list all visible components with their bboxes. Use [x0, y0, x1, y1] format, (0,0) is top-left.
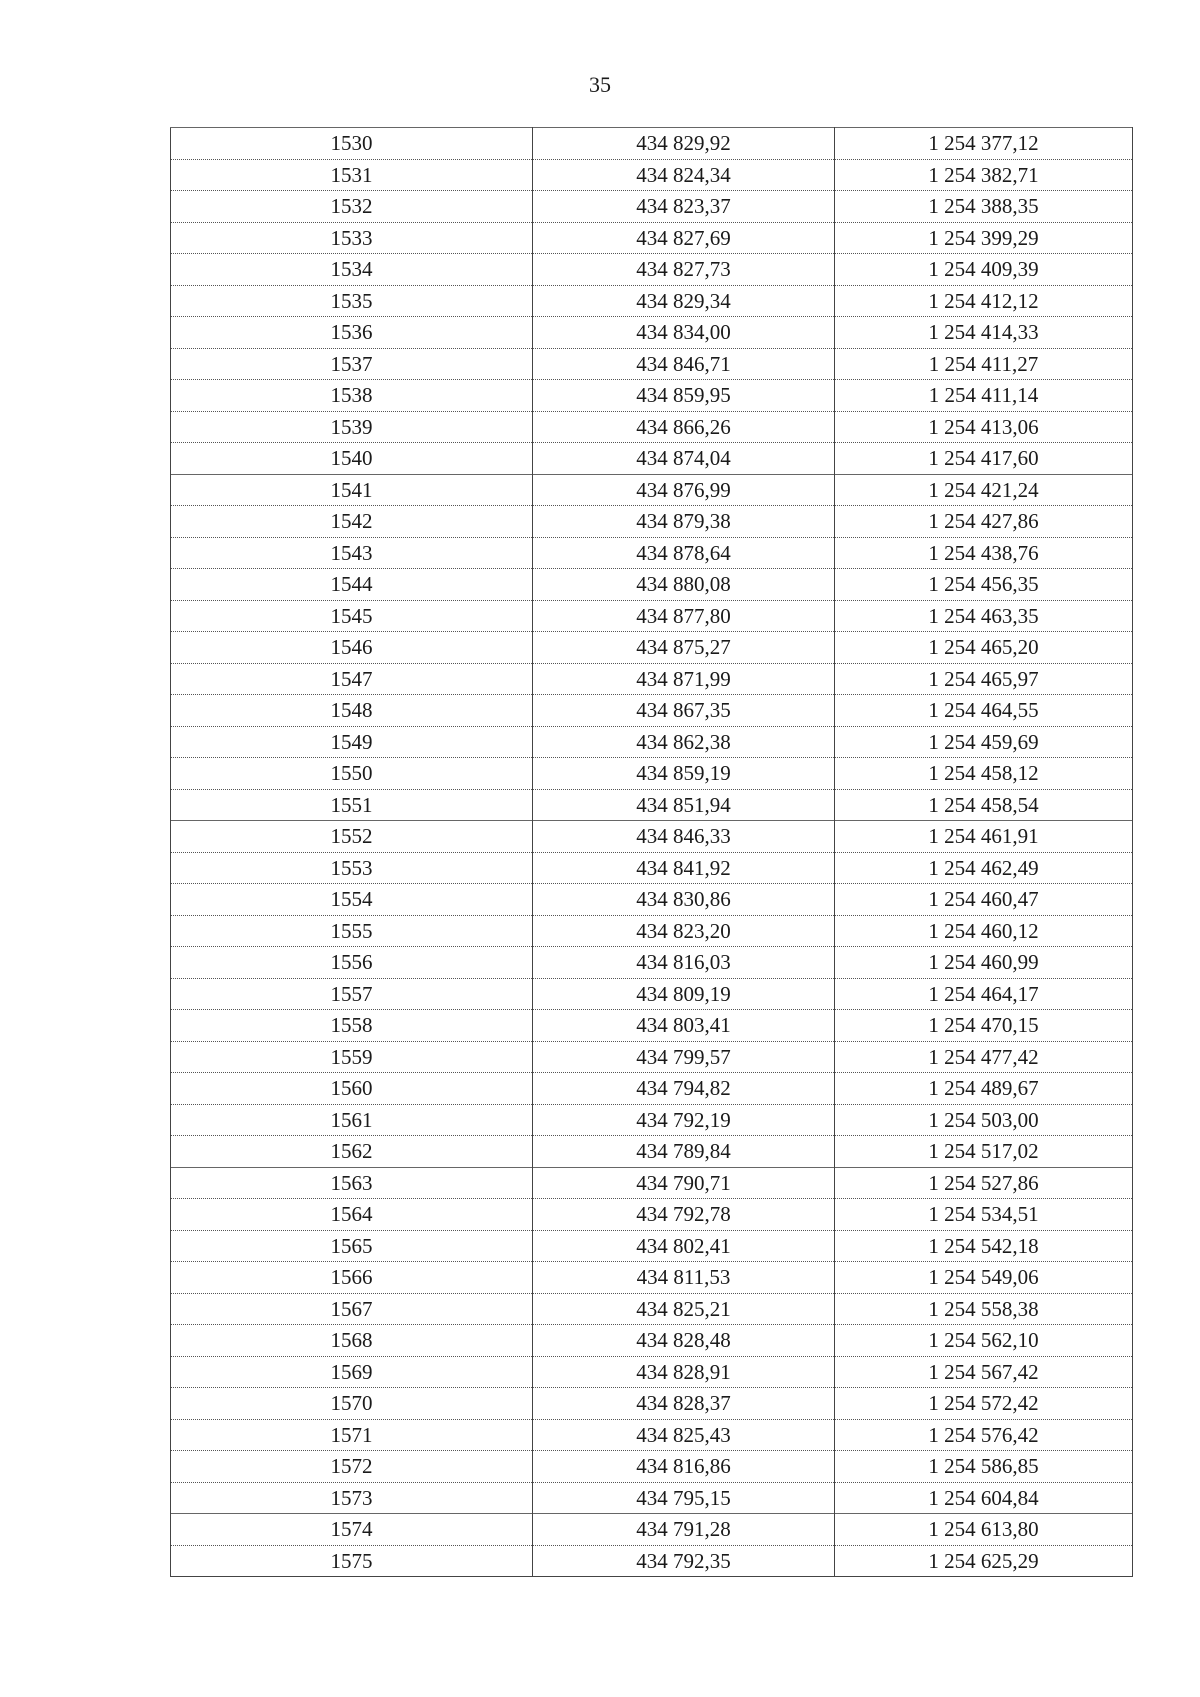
point-number-cell: 1542 — [171, 506, 533, 538]
point-number-cell: 1550 — [171, 758, 533, 790]
y-coordinate-cell: 1 254 465,97 — [835, 663, 1133, 695]
y-coordinate-cell: 1 254 458,54 — [835, 789, 1133, 821]
point-number-cell: 1532 — [171, 191, 533, 223]
y-coordinate-cell: 1 254 458,12 — [835, 758, 1133, 790]
x-coordinate-cell: 434 794,82 — [533, 1073, 835, 1105]
table-row — [171, 1073, 1133, 1105]
point-number-cell: 1552 — [171, 821, 533, 853]
x-coordinate-cell: 434 791,28 — [533, 1514, 835, 1546]
point-number-cell: 1535 — [171, 285, 533, 317]
point-number-cell: 1530 — [171, 128, 533, 160]
x-coordinate-cell: 434 841,92 — [533, 852, 835, 884]
coordinates-table — [170, 127, 1133, 1577]
point-number-cell: 1569 — [171, 1356, 533, 1388]
table-row — [171, 285, 1133, 317]
table-row — [171, 159, 1133, 191]
table-row — [171, 1419, 1133, 1451]
y-coordinate-cell: 1 254 576,42 — [835, 1419, 1133, 1451]
y-coordinate-cell: 1 254 549,06 — [835, 1262, 1133, 1294]
point-number-cell: 1544 — [171, 569, 533, 601]
x-coordinate-cell: 434 846,33 — [533, 821, 835, 853]
x-coordinate-cell: 434 789,84 — [533, 1136, 835, 1168]
y-coordinate-cell: 1 254 572,42 — [835, 1388, 1133, 1420]
table-row — [171, 191, 1133, 223]
y-coordinate-cell: 1 254 417,60 — [835, 443, 1133, 475]
y-coordinate-cell: 1 254 604,84 — [835, 1482, 1133, 1514]
y-coordinate-cell: 1 254 463,35 — [835, 600, 1133, 632]
y-coordinate-cell: 1 254 382,71 — [835, 159, 1133, 191]
x-coordinate-cell: 434 792,19 — [533, 1104, 835, 1136]
x-coordinate-cell: 434 802,41 — [533, 1230, 835, 1262]
y-coordinate-cell: 1 254 503,00 — [835, 1104, 1133, 1136]
y-coordinate-cell: 1 254 586,85 — [835, 1451, 1133, 1483]
point-number-cell: 1558 — [171, 1010, 533, 1042]
x-coordinate-cell: 434 875,27 — [533, 632, 835, 664]
y-coordinate-cell: 1 254 465,20 — [835, 632, 1133, 664]
coordinates-table-body — [171, 128, 1133, 1577]
y-coordinate-cell: 1 254 542,18 — [835, 1230, 1133, 1262]
table-row — [171, 695, 1133, 727]
y-coordinate-cell: 1 254 562,10 — [835, 1325, 1133, 1357]
table-row — [171, 1482, 1133, 1514]
y-coordinate-cell: 1 254 411,14 — [835, 380, 1133, 412]
point-number-cell: 1562 — [171, 1136, 533, 1168]
y-coordinate-cell: 1 254 409,39 — [835, 254, 1133, 286]
x-coordinate-cell: 434 829,34 — [533, 285, 835, 317]
table-row — [171, 663, 1133, 695]
y-coordinate-cell: 1 254 477,42 — [835, 1041, 1133, 1073]
x-coordinate-cell: 434 803,41 — [533, 1010, 835, 1042]
point-number-cell: 1571 — [171, 1419, 533, 1451]
y-coordinate-cell: 1 254 421,24 — [835, 474, 1133, 506]
point-number-cell: 1540 — [171, 443, 533, 475]
table-row — [171, 222, 1133, 254]
point-number-cell: 1536 — [171, 317, 533, 349]
x-coordinate-cell: 434 816,86 — [533, 1451, 835, 1483]
table-row — [171, 947, 1133, 979]
x-coordinate-cell: 434 823,37 — [533, 191, 835, 223]
x-coordinate-cell: 434 809,19 — [533, 978, 835, 1010]
table-row — [171, 1545, 1133, 1577]
y-coordinate-cell: 1 254 527,86 — [835, 1167, 1133, 1199]
point-number-cell: 1559 — [171, 1041, 533, 1073]
table-row — [171, 726, 1133, 758]
y-coordinate-cell: 1 254 459,69 — [835, 726, 1133, 758]
x-coordinate-cell: 434 828,48 — [533, 1325, 835, 1357]
table-row — [171, 1262, 1133, 1294]
point-number-cell: 1556 — [171, 947, 533, 979]
x-coordinate-cell: 434 867,35 — [533, 695, 835, 727]
point-number-cell: 1534 — [171, 254, 533, 286]
x-coordinate-cell: 434 834,00 — [533, 317, 835, 349]
point-number-cell: 1570 — [171, 1388, 533, 1420]
y-coordinate-cell: 1 254 464,55 — [835, 695, 1133, 727]
y-coordinate-cell: 1 254 388,35 — [835, 191, 1133, 223]
table-row — [171, 1010, 1133, 1042]
y-coordinate-cell: 1 254 534,51 — [835, 1199, 1133, 1231]
table-row — [171, 978, 1133, 1010]
y-coordinate-cell: 1 254 470,15 — [835, 1010, 1133, 1042]
table-row — [171, 128, 1133, 160]
y-coordinate-cell: 1 254 413,06 — [835, 411, 1133, 443]
table-row — [171, 380, 1133, 412]
x-coordinate-cell: 434 828,91 — [533, 1356, 835, 1388]
x-coordinate-cell: 434 876,99 — [533, 474, 835, 506]
y-coordinate-cell: 1 254 411,27 — [835, 348, 1133, 380]
point-number-cell: 1555 — [171, 915, 533, 947]
y-coordinate-cell: 1 254 460,12 — [835, 915, 1133, 947]
table-row — [171, 1356, 1133, 1388]
x-coordinate-cell: 434 859,95 — [533, 380, 835, 412]
table-row — [171, 632, 1133, 664]
x-coordinate-cell: 434 878,64 — [533, 537, 835, 569]
point-number-cell: 1551 — [171, 789, 533, 821]
y-coordinate-cell: 1 254 462,49 — [835, 852, 1133, 884]
x-coordinate-cell: 434 799,57 — [533, 1041, 835, 1073]
point-number-cell: 1533 — [171, 222, 533, 254]
x-coordinate-cell: 434 829,92 — [533, 128, 835, 160]
x-coordinate-cell: 434 792,78 — [533, 1199, 835, 1231]
x-coordinate-cell: 434 790,71 — [533, 1167, 835, 1199]
x-coordinate-cell: 434 851,94 — [533, 789, 835, 821]
page-number: 35 — [589, 72, 611, 97]
y-coordinate-cell: 1 254 625,29 — [835, 1545, 1133, 1577]
x-coordinate-cell: 434 859,19 — [533, 758, 835, 790]
table-row — [171, 1388, 1133, 1420]
x-coordinate-cell: 434 866,26 — [533, 411, 835, 443]
table-row — [171, 317, 1133, 349]
table-row — [171, 884, 1133, 916]
y-coordinate-cell: 1 254 438,76 — [835, 537, 1133, 569]
point-number-cell: 1547 — [171, 663, 533, 695]
y-coordinate-cell: 1 254 427,86 — [835, 506, 1133, 538]
table-row — [171, 1514, 1133, 1546]
y-coordinate-cell: 1 254 489,67 — [835, 1073, 1133, 1105]
point-number-cell: 1539 — [171, 411, 533, 443]
x-coordinate-cell: 434 811,53 — [533, 1262, 835, 1294]
point-number-cell: 1554 — [171, 884, 533, 916]
point-number-cell: 1541 — [171, 474, 533, 506]
table-row — [171, 254, 1133, 286]
table-row — [171, 569, 1133, 601]
x-coordinate-cell: 434 824,34 — [533, 159, 835, 191]
table-row — [171, 1230, 1133, 1262]
point-number-cell: 1564 — [171, 1199, 533, 1231]
x-coordinate-cell: 434 825,21 — [533, 1293, 835, 1325]
x-coordinate-cell: 434 825,43 — [533, 1419, 835, 1451]
table-row — [171, 789, 1133, 821]
x-coordinate-cell: 434 862,38 — [533, 726, 835, 758]
x-coordinate-cell: 434 828,37 — [533, 1388, 835, 1420]
table-row — [171, 506, 1133, 538]
y-coordinate-cell: 1 254 461,91 — [835, 821, 1133, 853]
y-coordinate-cell: 1 254 412,12 — [835, 285, 1133, 317]
y-coordinate-cell: 1 254 613,80 — [835, 1514, 1133, 1546]
point-number-cell: 1560 — [171, 1073, 533, 1105]
table-row — [171, 915, 1133, 947]
point-number-cell: 1545 — [171, 600, 533, 632]
y-coordinate-cell: 1 254 460,99 — [835, 947, 1133, 979]
point-number-cell: 1537 — [171, 348, 533, 380]
y-coordinate-cell: 1 254 558,38 — [835, 1293, 1133, 1325]
y-coordinate-cell: 1 254 399,29 — [835, 222, 1133, 254]
point-number-cell: 1531 — [171, 159, 533, 191]
point-number-cell: 1546 — [171, 632, 533, 664]
point-number-cell: 1572 — [171, 1451, 533, 1483]
point-number-cell: 1567 — [171, 1293, 533, 1325]
table-row — [171, 474, 1133, 506]
x-coordinate-cell: 434 830,86 — [533, 884, 835, 916]
table-row — [171, 1325, 1133, 1357]
table-row — [171, 821, 1133, 853]
x-coordinate-cell: 434 795,15 — [533, 1482, 835, 1514]
point-number-cell: 1563 — [171, 1167, 533, 1199]
y-coordinate-cell: 1 254 464,17 — [835, 978, 1133, 1010]
point-number-cell: 1573 — [171, 1482, 533, 1514]
table-row — [171, 1104, 1133, 1136]
point-number-cell: 1566 — [171, 1262, 533, 1294]
point-number-cell: 1574 — [171, 1514, 533, 1546]
y-coordinate-cell: 1 254 414,33 — [835, 317, 1133, 349]
x-coordinate-cell: 434 823,20 — [533, 915, 835, 947]
y-coordinate-cell: 1 254 567,42 — [835, 1356, 1133, 1388]
point-number-cell: 1553 — [171, 852, 533, 884]
x-coordinate-cell: 434 871,99 — [533, 663, 835, 695]
point-number-cell: 1557 — [171, 978, 533, 1010]
table-row — [171, 1293, 1133, 1325]
point-number-cell: 1548 — [171, 695, 533, 727]
y-coordinate-cell: 1 254 456,35 — [835, 569, 1133, 601]
point-number-cell: 1575 — [171, 1545, 533, 1577]
table-row — [171, 537, 1133, 569]
point-number-cell: 1538 — [171, 380, 533, 412]
table-row — [171, 348, 1133, 380]
table-row — [171, 600, 1133, 632]
y-coordinate-cell: 1 254 517,02 — [835, 1136, 1133, 1168]
x-coordinate-cell: 434 877,80 — [533, 600, 835, 632]
y-coordinate-cell: 1 254 460,47 — [835, 884, 1133, 916]
point-number-cell: 1561 — [171, 1104, 533, 1136]
x-coordinate-cell: 434 879,38 — [533, 506, 835, 538]
x-coordinate-cell: 434 827,69 — [533, 222, 835, 254]
x-coordinate-cell: 434 874,04 — [533, 443, 835, 475]
x-coordinate-cell: 434 846,71 — [533, 348, 835, 380]
table-row — [171, 1041, 1133, 1073]
x-coordinate-cell: 434 827,73 — [533, 254, 835, 286]
point-number-cell: 1565 — [171, 1230, 533, 1262]
table-row — [171, 443, 1133, 475]
point-number-cell: 1568 — [171, 1325, 533, 1357]
y-coordinate-cell: 1 254 377,12 — [835, 128, 1133, 160]
table-row — [171, 1167, 1133, 1199]
table-row — [171, 852, 1133, 884]
table-row — [171, 1199, 1133, 1231]
table-row — [171, 1136, 1133, 1168]
point-number-cell: 1549 — [171, 726, 533, 758]
x-coordinate-cell: 434 792,35 — [533, 1545, 835, 1577]
table-row — [171, 411, 1133, 443]
x-coordinate-cell: 434 880,08 — [533, 569, 835, 601]
point-number-cell: 1543 — [171, 537, 533, 569]
x-coordinate-cell: 434 816,03 — [533, 947, 835, 979]
table-row — [171, 1451, 1133, 1483]
table-row — [171, 758, 1133, 790]
